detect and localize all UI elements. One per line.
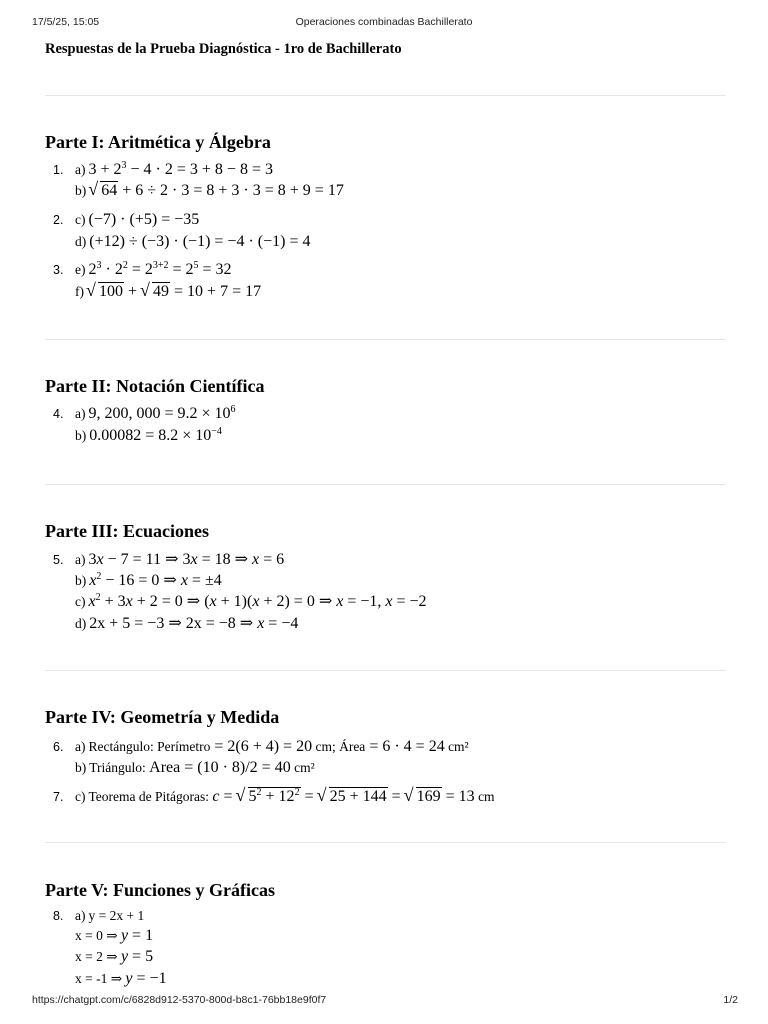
sqrt-symbol: √ 25 + 144: [318, 787, 388, 807]
section-title-parte-iv: Parte IV: Geometría y Medida: [45, 707, 280, 727]
item-number: 7.: [53, 790, 64, 804]
answer-line: f)√ 100 + √ 49 = 10 + 7 = 17: [75, 282, 261, 302]
sqrt-symbol: √ 169: [405, 787, 442, 807]
answer-line: a) y = 2x + 1: [75, 908, 145, 923]
answer-line: b) $0.00082 = 8.2 \times 10^{-4}$: [75, 426, 222, 444]
item-number: 4.: [53, 407, 64, 421]
divider: [45, 670, 726, 671]
divider: [45, 339, 726, 340]
print-url: https://chatgpt.com/c/6828d912-5370-800d-b8c1-76bb18e9f0f7: [32, 994, 327, 1006]
answer-line: x = 0 ⇒ y = 1: [75, 927, 154, 944]
section-title-parte-ii: Parte II: Notación Científica: [45, 376, 265, 396]
section-title-parte-i: Parte I: Aritmética y Álgebra: [45, 132, 271, 152]
divider: [45, 842, 726, 843]
answer-line: c) (−7) · (+5) = −35: [75, 211, 200, 228]
section-title-parte-v: Parte V: Funciones y Gráficas: [45, 880, 275, 900]
item-number: 5.: [53, 553, 64, 567]
answer-line: c) $x^2 + 3x + 2 = 0$ ⇒ (x + 1)(x + 2) = 0 ⇒ x = −1, x = −2: [75, 592, 427, 610]
sqrt-symbol: √ 64: [89, 181, 118, 201]
answer-line: e) $2^3 \cdot 2^2 = 2^{3+2} = 2^5 = 32$: [75, 260, 232, 278]
divider: [45, 95, 726, 96]
print-page-number: 1/2: [723, 994, 738, 1006]
item-number: 6.: [53, 740, 64, 754]
divider: [45, 484, 726, 485]
answer-line: b)√ 64 + 6 ÷ 2 · 3 = 8 + 3 · 3 = 8 + 9 = 17: [75, 181, 344, 201]
sqrt-symbol: √ 49: [141, 282, 170, 302]
answer-line: b) $x^2 - 16 = 0$ ⇒ x = ±4: [75, 571, 222, 589]
sqrt-symbol: √ 100: [87, 282, 124, 302]
item-number: 1.: [53, 163, 64, 177]
answer-line: a) $3 + 2^3 - 4 \cdot 2 = 3 + 8 - 8 = 3$: [75, 160, 273, 178]
document-title: Respuestas de la Prueba Diagnóstica - 1ro de Bachillerato: [45, 41, 402, 57]
answer-line: b) Triángulo: Area = (10 · 8)/2 = 40 cm²: [75, 759, 315, 776]
print-datetime: 17/5/25, 15:05: [32, 16, 100, 28]
answer-line: a) 9, 200, $000 = 9.2 \times 10^6$: [75, 404, 236, 422]
section-title-parte-iii: Parte III: Ecuaciones: [45, 521, 209, 541]
item-number: 3.: [53, 263, 64, 277]
sqrt-symbol: √ $5^2 + 12^2$: [237, 787, 301, 807]
answer-line: d) 2x + 5 = −3 ⇒ 2x = −8 ⇒ x = −4: [75, 615, 299, 632]
item-number: 8.: [53, 909, 64, 923]
answer-line: x = -1 ⇒ y = −1: [75, 970, 167, 987]
answer-line: x = 2 ⇒ y = 5: [75, 948, 154, 965]
item-number: 2.: [53, 213, 64, 227]
answer-line: c) Teorema de Pitágoras: c = √ $5^2 + 12^2$ = √ 25 + 144 = √ 169 = 13 cm: [75, 787, 495, 807]
answer-line: d) (+12) ÷ (−3) · (−1) = −4 · (−1) = 4: [75, 233, 311, 250]
answer-line: a) Rectángulo: Perímetro = 2(6 + 4) = 20 cm; Área = 6 · 4 = 24 cm²: [75, 738, 469, 755]
answer-line: a) 3x − 7 = 11 ⇒ 3x = 18 ⇒ x = 6: [75, 551, 285, 568]
print-page-title: Operaciones combinadas Bachillerato: [295, 16, 473, 28]
